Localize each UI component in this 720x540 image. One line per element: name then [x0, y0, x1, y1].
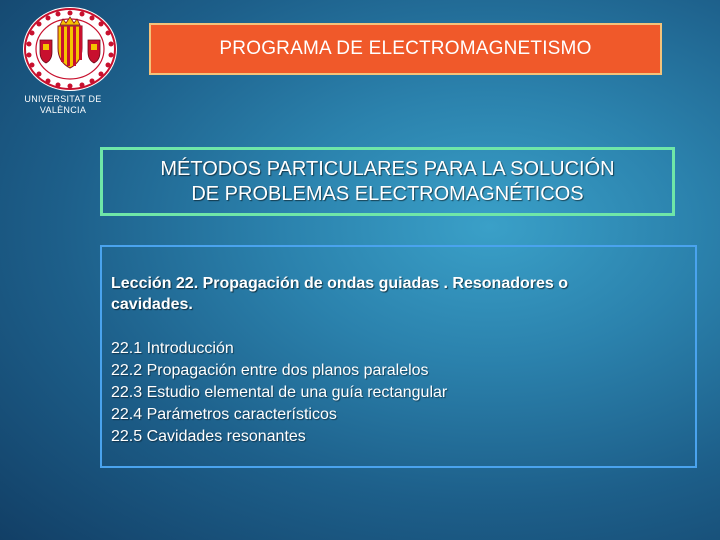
- lesson-title: [111, 273, 685, 315]
- university-seal: [22, 6, 118, 92]
- program-title: PROGRAMA DE ELECTROMAGNETISMO: [219, 38, 592, 59]
- topic-item: 22.2 Propagación entre dos planos paralelos: [111, 362, 429, 379]
- topic-item: 22.3 Estudio elemental de una guía rectangular: [111, 384, 448, 401]
- university-name-line1: UNIVERSITAT DE: [24, 94, 102, 104]
- university-name-line2: VALÈNCIA: [39, 105, 87, 115]
- section-title-line1: MÉTODOS PARTICULARES PARA LA SOLUCIÓN: [160, 157, 615, 180]
- lesson-title-line2: cavidades.: [111, 296, 193, 313]
- topic-item: 22.4 Parámetros característicos: [111, 406, 337, 423]
- topic-item: 22.1 Introducción: [111, 340, 234, 357]
- program-title-box: [149, 23, 662, 75]
- topic-item: 22.5 Cavidades resonantes: [111, 428, 306, 445]
- university-name: [18, 94, 108, 116]
- lesson-content-box: [100, 245, 697, 468]
- topic-list: [111, 338, 685, 448]
- section-title-line2: DE PROBLEMAS ELECTROMAGNÉTICOS: [191, 182, 584, 205]
- section-title-box: [100, 147, 675, 216]
- lesson-title-line1: Lección 22. Propagación de ondas guiadas . Resonadores o: [111, 275, 569, 292]
- university-seal-icon: [22, 6, 118, 92]
